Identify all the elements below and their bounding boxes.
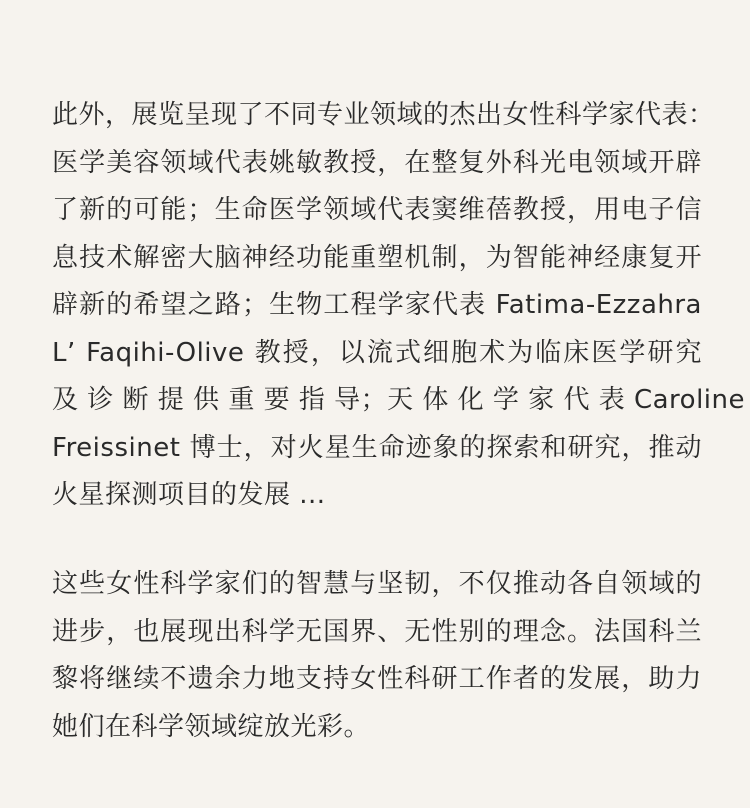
text-line: 这些女性科学家们的智慧与坚韧，不仅推动各自领域的 [52, 569, 702, 599]
text-line: 进步，也展现出科学无国界、无性别的理念。法国科兰 [52, 616, 702, 647]
text-line: 辟新的希望之路；生物工程学家代表 Fatima-Ezzahra [52, 290, 702, 320]
text-line: Freissinet 博士，对火星生命迹象的探索和研究，推动 [52, 432, 702, 463]
text-line: 此外，展览呈现了不同专业领域的杰出女性科学家代表： [52, 100, 715, 130]
paragraph-conclusion [52, 561, 702, 751]
text-line: 息技术解密大脑神经功能重塑机制，为智能神经康复开 [52, 242, 702, 273]
text-line: 她们在科学领域绽放光彩。 [52, 711, 371, 742]
text-line: 医学美容领域代表姚敏教授，在整复外科光电领域开辟 [52, 147, 702, 178]
text-line: L’ Faqihi-Olive 教授，以流式细胞术为临床医学研究 [52, 337, 702, 368]
text-line: 火星探测项目的发展 ... [52, 480, 326, 510]
paragraph-exhibition-scientists [52, 92, 746, 520]
text-line: 及 诊 断 提 供 重 要 指 导；天 体 化 学 家 代 表 Caroline [52, 385, 746, 415]
text-line: 了新的可能；生命医学领域代表窦维蓓教授，用电子信 [52, 195, 702, 225]
text-line: 黎将继续不遗余力地支持女性科研工作者的发展，助力 [52, 664, 702, 694]
